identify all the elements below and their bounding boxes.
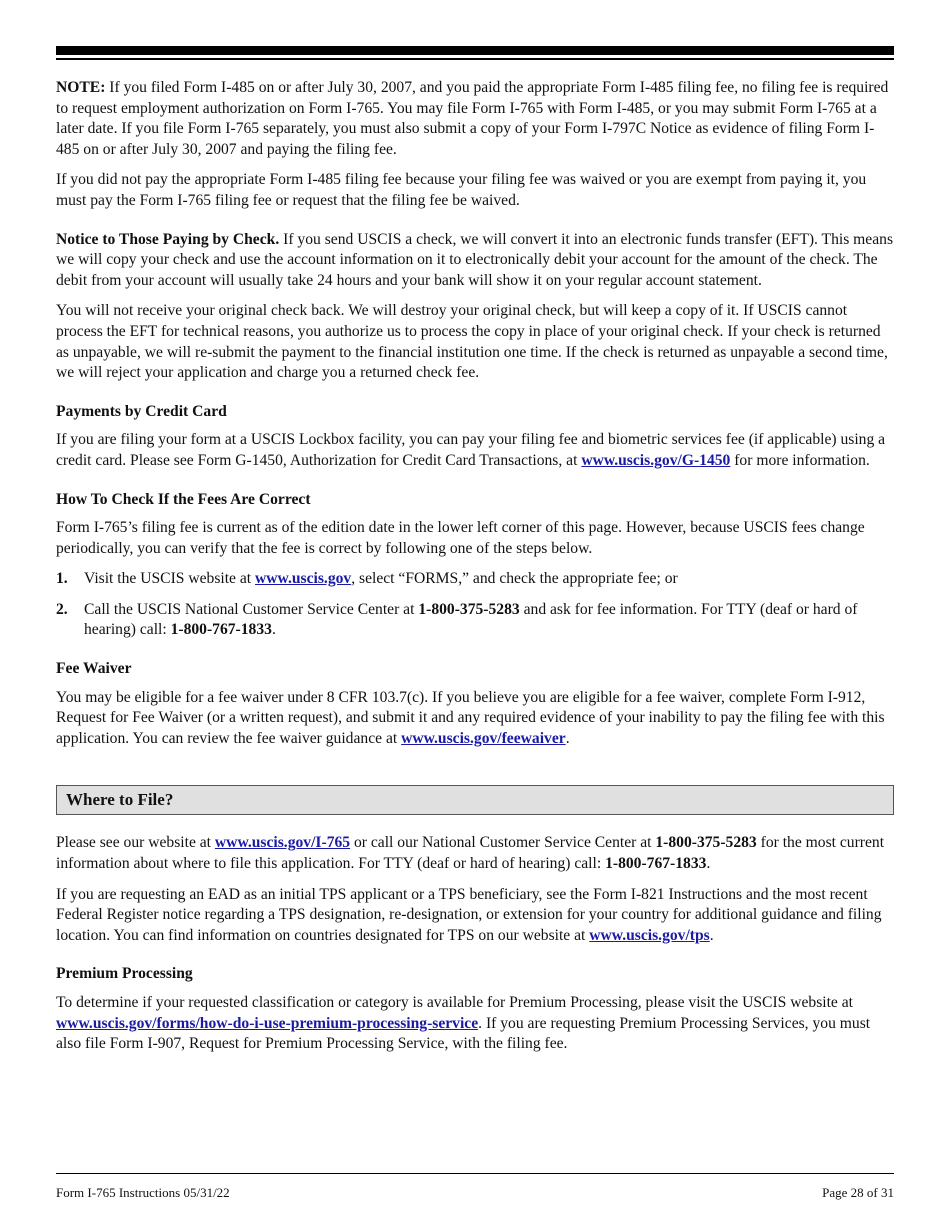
list-text-2-after: . <box>271 621 276 639</box>
header-rule-thin <box>56 58 894 60</box>
wtf-p1-after: . <box>706 855 711 873</box>
fee-waiver-paragraph <box>56 688 894 750</box>
feewaiver-link[interactable]: www.uscis.gov/feewaiver <box>401 729 566 747</box>
where-to-file-section-header <box>56 785 894 815</box>
list-number-1: 1. <box>56 570 68 588</box>
where-to-file-paragraph-2 <box>56 885 894 947</box>
footer-form-edition: Form I-765 Instructions 05/31/22 <box>56 1185 230 1200</box>
note-text: If you filed Form I-485 on or after July 30, 2007, and you paid the appropriate Form I-485 filing fee, no filing fee is required to request employment authorization on Form I-765. You may file Form I-765 with Form I-485, or you may submit Form I-765 at a later date. If you file Form I-765 separately, you must also submit a copy of your Form I-797C Notice as evidence of filing Form I-485 on or after July 30, 2007 and paying the filing fee. <box>56 79 889 158</box>
premium-heading: Premium Processing <box>56 965 193 983</box>
check-notice-paragraph <box>56 230 894 292</box>
wtf-tty-phone: 1-800-767-1833 <box>605 855 707 873</box>
uscis-gov-link[interactable]: www.uscis.gov <box>255 570 352 588</box>
credit-card-heading: Payments by Credit Card <box>56 402 227 420</box>
credit-card-text: If you are filing your form at a USCIS Lockbox facility, you can pay your filing fee and biometric services fee (if applicable) using a credit card. Please see Form G-1450, Authorization for Credit Card Transactions, at <box>56 431 886 469</box>
footer-page-number: Page 28 of 31 <box>822 1185 894 1200</box>
fee-waiver-text: You may be eligible for a fee waiver under 8 CFR 103.7(c). If you believe you are eligible for a fee waiver, complete Form I-912, Request for Fee Waiver (or a written request), and submit it and any required evidence of your inability to pay the filing fee with this application. You can review the fee waiver guidance at <box>56 688 885 747</box>
list-text-2 <box>84 600 894 641</box>
credit-card-text-after: for more information. <box>730 451 870 469</box>
fees-check-heading: How To Check If the Fees Are Correct <box>56 490 311 508</box>
wtf-p2-after: . <box>709 926 714 944</box>
list-number-2: 2. <box>56 600 68 618</box>
check-notice-text: If you send USCIS a check, we will convert it into an electronic funds transfer (EFT). This means we will copy your check and use the account information on it to electronically debit your account for the amount of the check. The debit from your account will usually take 24 hours and your bank will show it on your regular account statement. <box>56 230 894 289</box>
wtf-ncsc-phone: 1-800-375-5283 <box>655 834 757 852</box>
fee-waived-paragraph: If you did not pay the appropriate Form I-485 filing fee because your filing fee was waived or you are exempt from paying it, you must pay the Form I-765 filing fee or request that the filing fee be waived. <box>56 171 867 209</box>
where-to-file-paragraph-1 <box>56 833 894 874</box>
check-notice-label: Notice to Those Paying by Check. <box>56 230 280 248</box>
g1450-link[interactable]: www.uscis.gov/G-1450 <box>581 451 731 469</box>
check-return-paragraph: You will not receive your original check back. We will destroy your original check, but will keep a copy of it. If USCIS cannot process the EFT for technical reasons, you authorize us to process the copy in place of your original check. If your check is returned as unpayable, we will re-submit the payment to the financial institution one time. If the check is returned as unpayable a second time, we will reject your application and charge you a returned check fee. <box>56 302 888 382</box>
list-text-2-mid: and ask for fee information. For TTY (deaf or hard of hearing) call: <box>84 600 858 639</box>
premium-text: To determine if your requested classification or category is available for Premium Processing, please visit the USCIS website at <box>56 994 854 1011</box>
list-item-1 <box>56 569 894 590</box>
list-text-1-after: , select “FORMS,” and check the appropriate fee; or <box>351 570 678 588</box>
list-text-1-before: Visit the USCIS website at <box>84 570 256 588</box>
page-footer <box>56 1173 894 1204</box>
list-text-1 <box>84 569 894 590</box>
tty-phone: 1-800-767-1833 <box>170 621 272 639</box>
list-text-2-before: Call the USCIS National Customer Service Center at <box>84 600 419 618</box>
header-rule-thick <box>56 46 894 55</box>
wtf-p2-before: If you are requesting an EAD as an initial TPS applicant or a TPS beneficiary, see the Form I-821 Instructions and the most recent Federal Register notice regarding a TPS designation, re-designation, or extension for your country for additional guidance and filing location. You can find information on countries designated for TPS on our website at <box>56 885 882 944</box>
fee-waiver-text-after: . <box>565 729 570 747</box>
list-item-2 <box>56 600 894 641</box>
fee-waiver-heading: Fee Waiver <box>56 660 132 678</box>
premium-text-after: . If you are requesting Premium Processing Services, you must also file Form I-907, Request for Premium Processing Service, with the filing fee. <box>56 1014 871 1053</box>
tps-link[interactable]: www.uscis.gov/tps <box>589 926 710 944</box>
note-label: NOTE: <box>56 79 106 96</box>
premium-paragraph <box>56 993 894 1055</box>
premium-processing-link[interactable]: www.uscis.gov/forms/how-do-i-use-premium-processing-service <box>56 1014 479 1032</box>
note-paragraph <box>56 78 894 160</box>
fees-check-intro: Form I-765’s filing fee is current as of the edition date in the lower left corner of this page. However, because USCIS fees change periodically, you can verify that the fee is correct by following one of the steps below. <box>56 519 865 557</box>
where-to-file-heading: Where to File? <box>66 790 174 810</box>
wtf-p1-mid2: for the most current information about where to file this application. For TTY (deaf or hard of hearing) call: <box>56 834 885 873</box>
wtf-p1-mid: or call our National Customer Service Center at <box>350 834 656 852</box>
page-body <box>56 46 894 1055</box>
ncsc-phone: 1-800-375-5283 <box>418 600 520 618</box>
credit-card-paragraph <box>56 430 894 471</box>
i765-link[interactable]: www.uscis.gov/I-765 <box>214 834 351 852</box>
wtf-p1-before: Please see our website at <box>56 834 215 852</box>
